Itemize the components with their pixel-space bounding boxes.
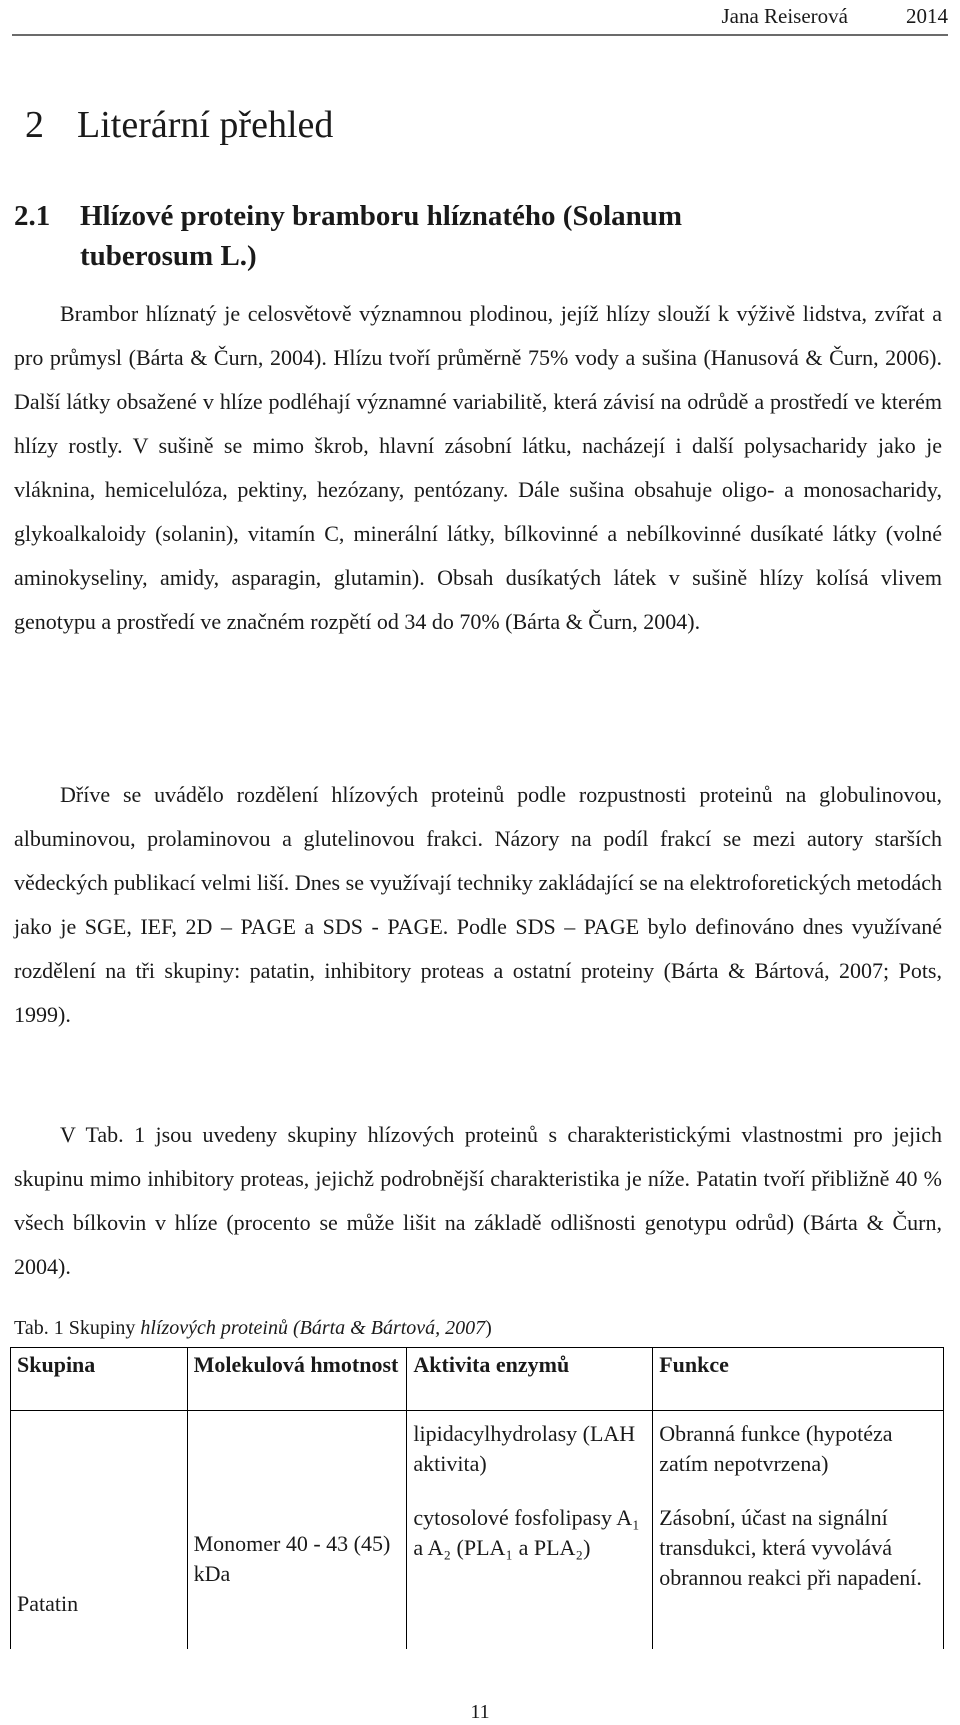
- cell-mass: Monomer 40 - 43 (45) kDa: [187, 1411, 407, 1649]
- cell-group: Patatin: [11, 1411, 188, 1649]
- paragraph-3-text: V Tab. 1 jsou uvedeny skupiny hlízových proteinů s charakteristickými vlastnostmi pro jejich skupinu mimo inhibitory proteas, jejichž podrobnější charakteristika je níže. Patatin tvoří přibližně 40 % všech bílkovin v hlíze (procento se může lišit na základě odlišnosti genotypu odrůd) (Bárta & Čurn, 2004).: [14, 1122, 942, 1279]
- paragraph-3: [14, 1113, 942, 1289]
- section-title-line2: tuberosum L.): [80, 240, 257, 272]
- paragraph-1: [14, 292, 942, 644]
- header-year: 2014: [906, 4, 948, 28]
- chapter-heading: [25, 103, 333, 147]
- cell-activity-2: cytosolové fosfolipasy A₁ a A₂ (PLA₁ a PLA₂): [407, 1499, 653, 1649]
- cell-function-1: Obranná funkce (hypotéza zatím nepotvrzena): [653, 1411, 944, 1499]
- table-header-row: [11, 1348, 944, 1411]
- chapter-title: Literární přehled: [77, 104, 334, 146]
- table-row: [11, 1411, 944, 1499]
- section-number: 2.1: [14, 200, 51, 232]
- caption-prefix: Tab. 1 Skupiny: [14, 1317, 141, 1339]
- table-caption: [14, 1317, 492, 1340]
- paragraph-1-text: Brambor hlíznatý je celosvětově významnou plodinou, jejíž hlízy slouží k výživě lidstva, zvířat a pro průmysl (Bárta & Čurn, 2004). Hlízu tvoří průměrně 75% vody a sušina (Hanusová & Čurn, 2006). Další látky obsažené v hlíze podléhají významné variabilitě, která závisí na odrůdě a prostředí ve kterém hlízy rostly. V sušině se mimo škrob, hlavní zásobní látku, nacházejí i další polysacharidy jako je vláknina, hemicelulóza, pektiny, hezózany, pentózany. Dále sušina obsahuje oligo- a monosacharidy, glykoalkaloidy (solanin), vitamín C, minerální látky, bílkovinné a nebílkovinné dusíkaté látky (volné aminokyseliny, amidy, asparagin, glutamin). Obsah dusíkatých látek v sušině hlízy kolísá vlivem genotypu a prostředí ve značném rozpětí od 34 do 70% (Bárta & Čurn, 2004).: [14, 301, 942, 634]
- header-author: Jana Reiserová: [721, 4, 848, 28]
- running-header: [12, 4, 948, 36]
- th-group: Skupina: [11, 1348, 188, 1411]
- section-heading: [14, 196, 914, 276]
- cell-function-2: Zásobní, účast na signální transdukci, která vyvolává obrannou reakci při napadení.: [653, 1499, 944, 1649]
- protein-groups-table: [10, 1347, 944, 1649]
- chapter-number: 2: [25, 104, 44, 146]
- paragraph-2-text: Dříve se uvádělo rozdělení hlízových proteinů podle rozpustnosti proteinů na globulinovou, albuminovou, prolaminovou a glutelinovou frakci. Názory na podíl frakcí se mezi autory starších vědeckých publikací velmi liší. Dnes se využívají techniky zakládající se na elektroforetických metodách jako je SGE, IEF, 2D – PAGE a SDS - PAGE. Podle SDS – PAGE bylo definováno dnes využívané rozdělení na tři skupiny: patatin, inhibitory proteas a ostatní proteiny (Bárta & Bártová, 2007; Pots, 1999).: [14, 782, 942, 1027]
- th-mass: Molekulová hmotnost: [187, 1348, 407, 1411]
- section-title-line1: Hlízové proteiny bramboru hlíznatého (Solanum: [80, 200, 683, 232]
- th-function: Funkce: [653, 1348, 944, 1411]
- paragraph-2: [14, 773, 942, 1037]
- cell-activity-1: lipidacylhydrolasy (LAH aktivita): [407, 1411, 653, 1499]
- page-number: 11: [470, 1701, 490, 1723]
- caption-suffix: ): [485, 1317, 492, 1339]
- caption-italic: hlízových proteinů (Bárta & Bártová, 2007: [140, 1317, 486, 1339]
- th-activity: Aktivita enzymů: [407, 1348, 653, 1411]
